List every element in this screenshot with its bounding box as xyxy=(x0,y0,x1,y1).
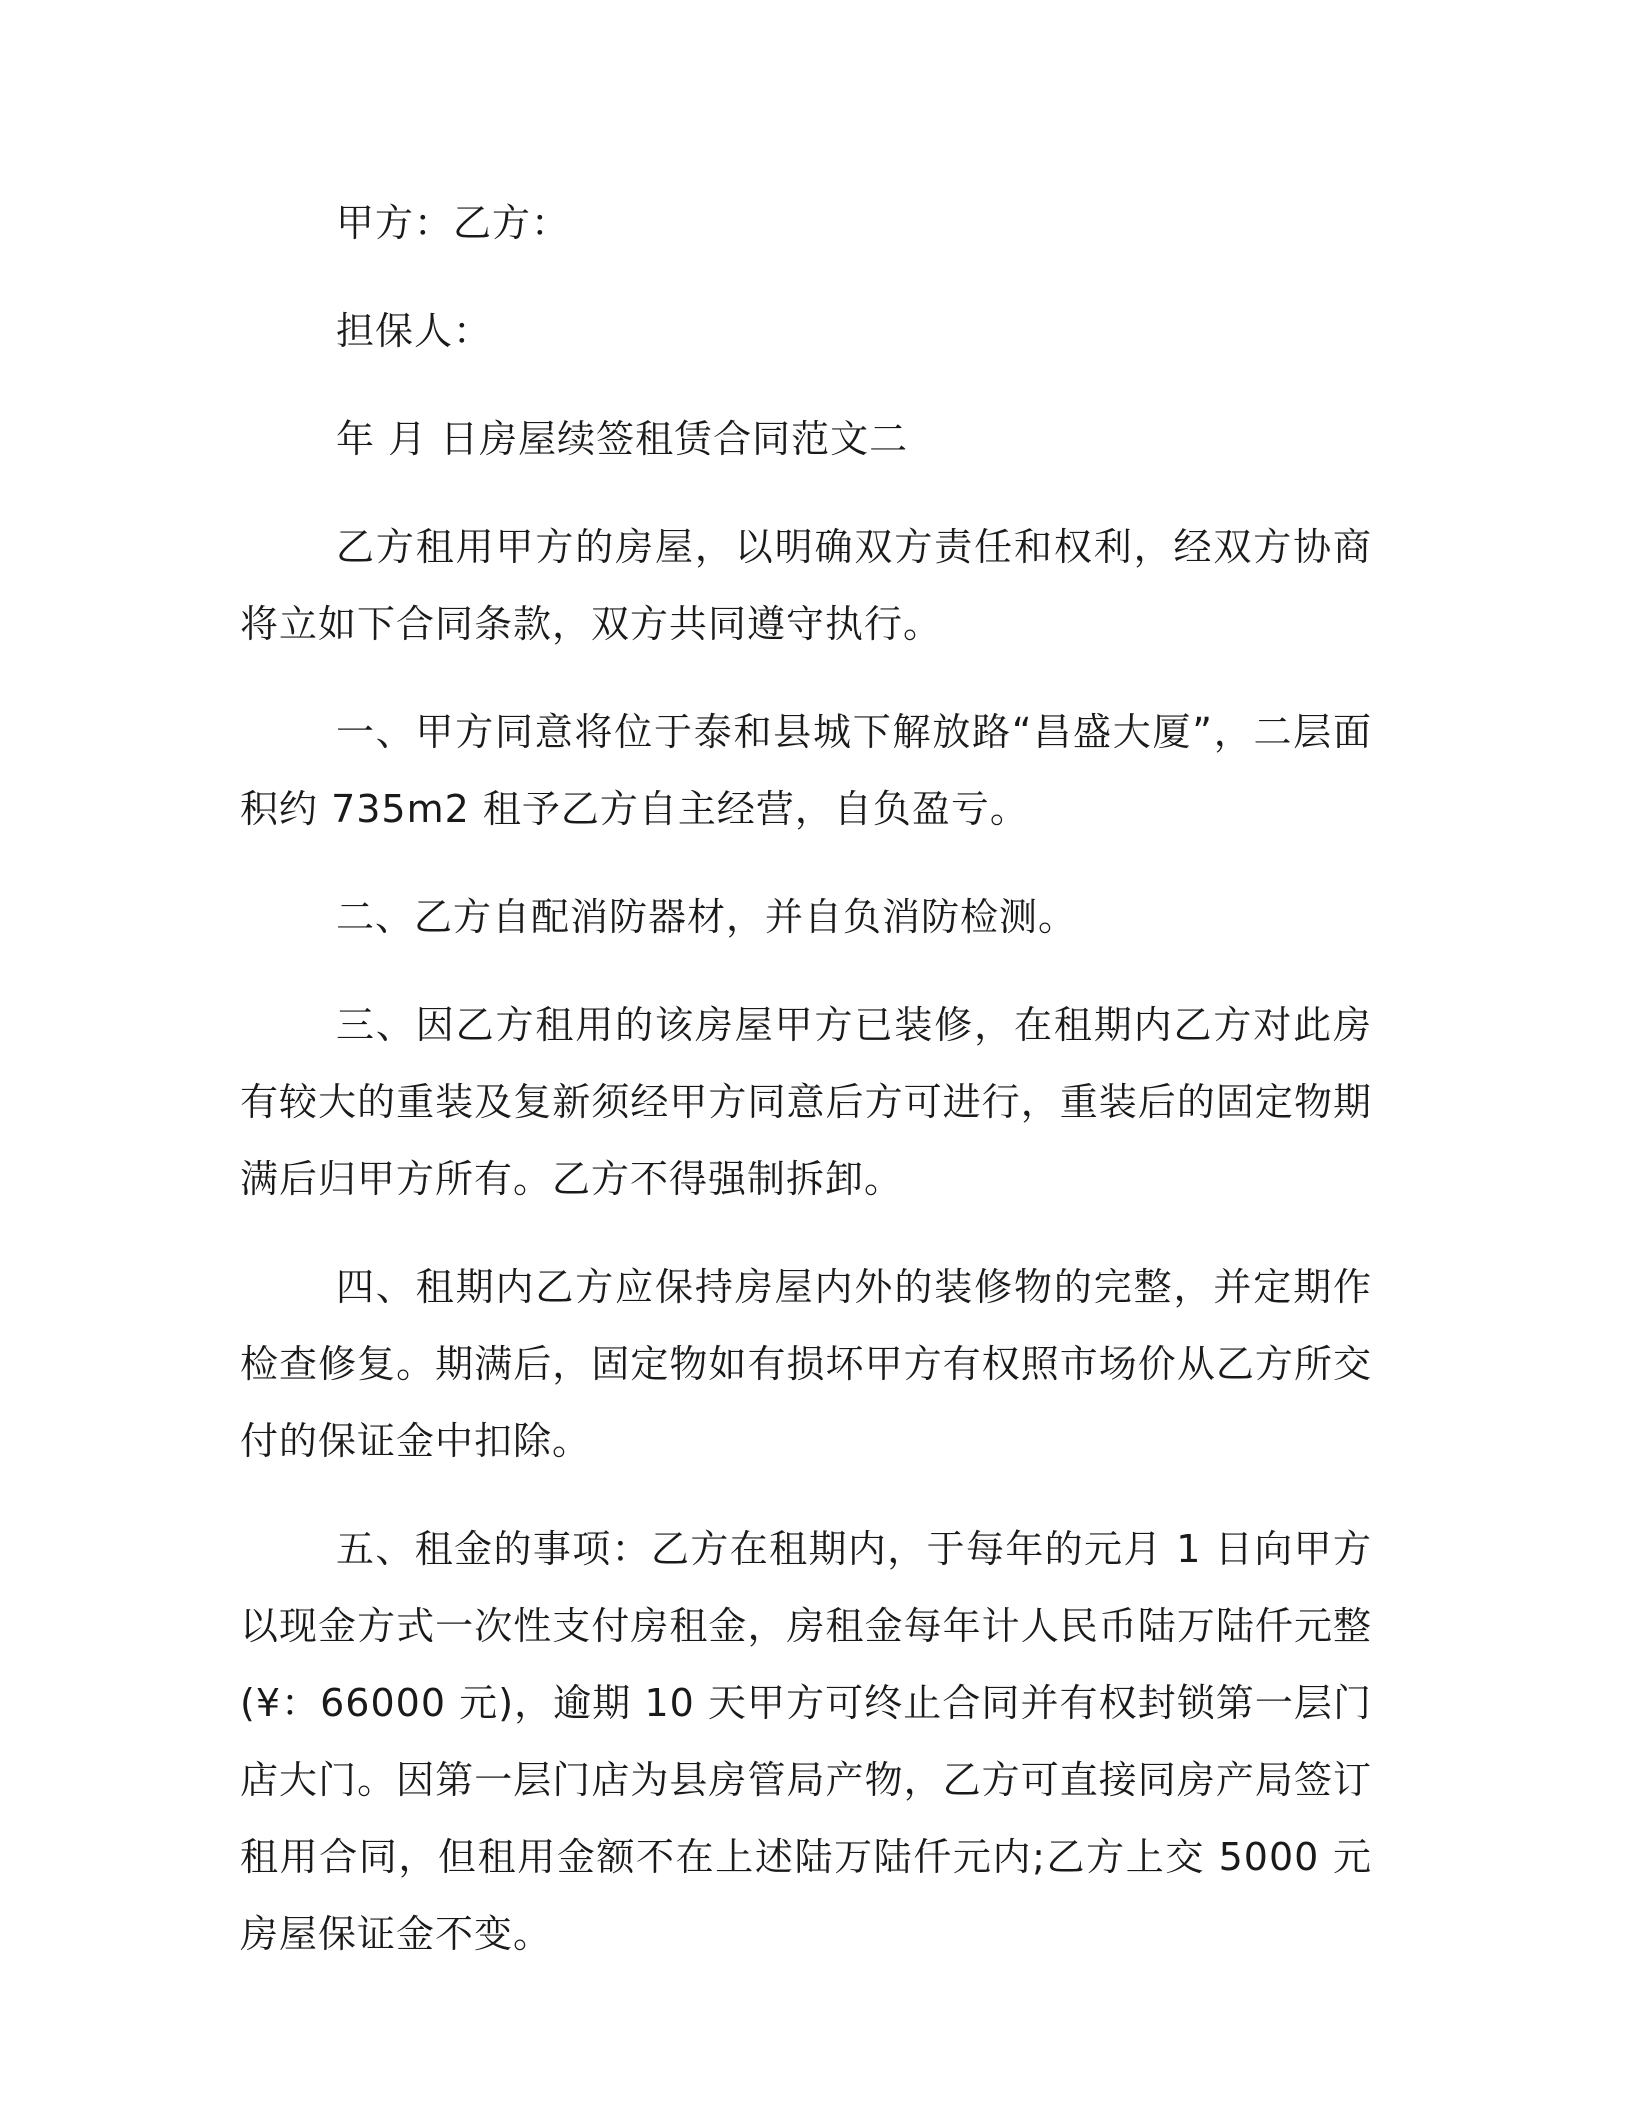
document-body xyxy=(240,185,1372,1973)
clause-1: 一、甲方同意将位于泰和县城下解放路“昌盛大厦”，二层面积约 735m2 租予乙方自主经营，自负盈亏。 xyxy=(240,710,1372,831)
clause-3: 三、因乙方租用的该房屋甲方已装修，在租期内乙方对此房有较大的重装及复新须经甲方同意后方可进行，重装后的固定物期满后归甲方所有。乙方不得强制拆卸。 xyxy=(240,1003,1372,1201)
clause-5: 五、租金的事项：乙方在租期内，于每年的元月 1 日向甲方以现金方式一次性支付房租金，房租金每年计人民币陆万陆仟元整(¥：66000 元)，逾期 10 天甲方可终止合同并有权封锁第一层门店大门。因第一层门店为县房管局产物，乙方可直接同房产局签订租用合同，但租用金额不在上述陆万陆仟元内;乙方上交 5000 元房屋保证金不变。 xyxy=(240,1527,1372,1956)
date-title-line: 年 月 日房屋续签租赁合同范文二 xyxy=(336,417,909,461)
clause-4: 四、租期内乙方应保持房屋内外的装修物的完整，并定期作检查修复。期满后，固定物如有损坏甲方有权照市场价从乙方所交付的保证金中扣除。 xyxy=(240,1265,1372,1463)
clause-2: 二、乙方自配消防器材，并自负消防检测。 xyxy=(336,895,1078,939)
intro-paragraph: 乙方租用甲方的房屋，以明确双方责任和权利，经双方协商将立如下合同条款，双方共同遵守执行。 xyxy=(240,525,1372,646)
party-line: 甲方：乙方： xyxy=(336,201,571,245)
guarantor-line: 担保人： xyxy=(336,309,493,353)
